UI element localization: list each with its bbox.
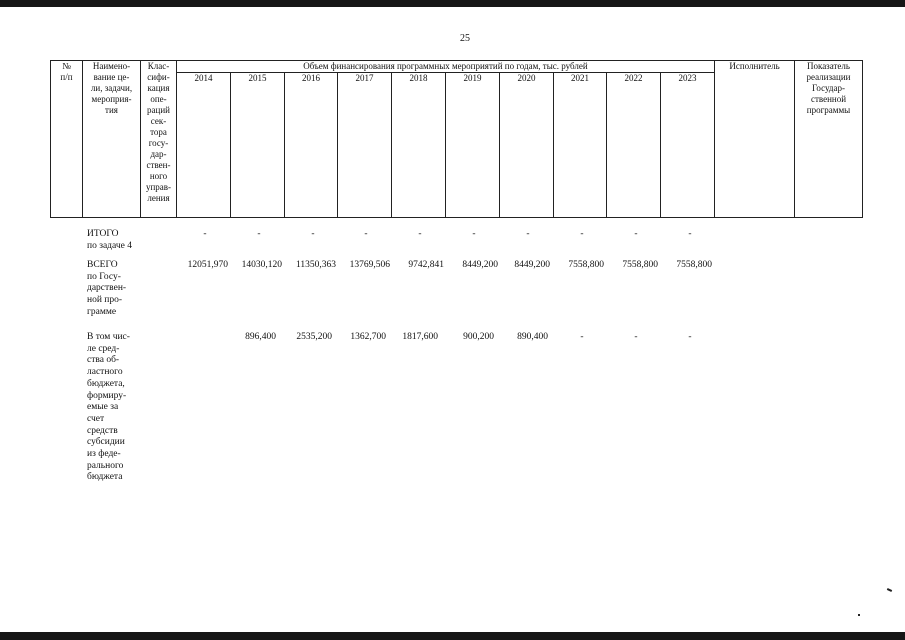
scan-speck <box>858 614 860 616</box>
row-label-itogo: ИТОГО по задаче 4 <box>87 229 132 251</box>
header-indicator: Показатель реализации Государ- ственной программы <box>795 61 863 218</box>
header-number: № п/п <box>51 61 83 218</box>
bottom-border-bar <box>0 632 905 640</box>
row-vsego-2015: 14030,120 <box>241 260 282 270</box>
row-itogo-2017: - <box>364 229 368 239</box>
header-year-2014: 2014 <box>177 73 231 218</box>
row-v-tom-chisle-2016: 2535,200 <box>296 332 332 342</box>
row-v-tom-chisle-2018: 1817,600 <box>402 332 438 342</box>
page-number: 25 <box>460 33 470 44</box>
header-classification: Клас- сифи- кация опе- раций сек- тора госу- дар- ствен- ного управ- ления <box>141 61 177 218</box>
row-v-tom-chisle-2017: 1362,700 <box>350 332 386 342</box>
row-v-tom-chisle-2023: - <box>688 332 692 342</box>
row-vsego-2016: 11350,363 <box>295 260 336 270</box>
header-year-2021: 2021 <box>554 73 607 218</box>
row-vsego-2014: 12051,970 <box>187 260 228 270</box>
funding-table-header <box>50 60 863 218</box>
header-year-2018: 2018 <box>392 73 446 218</box>
row-vsego-2023: 7558,800 <box>676 260 712 270</box>
top-border-bar <box>0 0 905 7</box>
row-v-tom-chisle-2022: - <box>634 332 638 342</box>
row-vsego-2019: 8449,200 <box>462 260 498 270</box>
row-itogo-2014: - <box>203 229 207 239</box>
header-name: Наимено- вание це- ли, задачи, мероприя- тия <box>83 61 141 218</box>
scan-speck <box>887 588 892 592</box>
header-year-2023: 2023 <box>661 73 715 218</box>
row-vsego-2020: 8449,200 <box>514 260 550 270</box>
row-itogo-2023: - <box>688 229 692 239</box>
header-funding-volume: Объем финансирования программных мероприятий по годам, тыс. рублей <box>177 61 715 73</box>
row-vsego-2021: 7558,800 <box>568 260 604 270</box>
row-itogo-2018: - <box>418 229 422 239</box>
row-vsego-2022: 7558,800 <box>622 260 658 270</box>
header-year-2020: 2020 <box>500 73 554 218</box>
row-v-tom-chisle-2020: 890,400 <box>517 332 548 342</box>
row-v-tom-chisle-2019: 900,200 <box>463 332 494 342</box>
row-itogo-2021: - <box>580 229 584 239</box>
row-label-v-tom-chisle: В том чис- ле сред- ства об- ластного бюджета, формиру- емые за счет средств субсидии из феде- рального бюджета <box>87 332 130 483</box>
header-year-2019: 2019 <box>446 73 500 218</box>
header-year-2015: 2015 <box>231 73 285 218</box>
row-itogo-2015: - <box>257 229 261 239</box>
header-year-2022: 2022 <box>607 73 661 218</box>
row-itogo-2020: - <box>526 229 530 239</box>
row-vsego-2018: 9742,841 <box>408 260 444 270</box>
row-itogo-2019: - <box>472 229 476 239</box>
row-v-tom-chisle-2015: 896,400 <box>245 332 276 342</box>
header-year-2017: 2017 <box>338 73 392 218</box>
row-itogo-2016: - <box>311 229 315 239</box>
row-v-tom-chisle-2021: - <box>580 332 584 342</box>
row-vsego-2017: 13769,506 <box>349 260 390 270</box>
header-executor: Исполнитель <box>715 61 795 218</box>
row-itogo-2022: - <box>634 229 638 239</box>
header-year-2016: 2016 <box>285 73 338 218</box>
row-label-vsego: ВСЕГО по Госу- дарствен- ной про- грамме <box>87 260 127 317</box>
